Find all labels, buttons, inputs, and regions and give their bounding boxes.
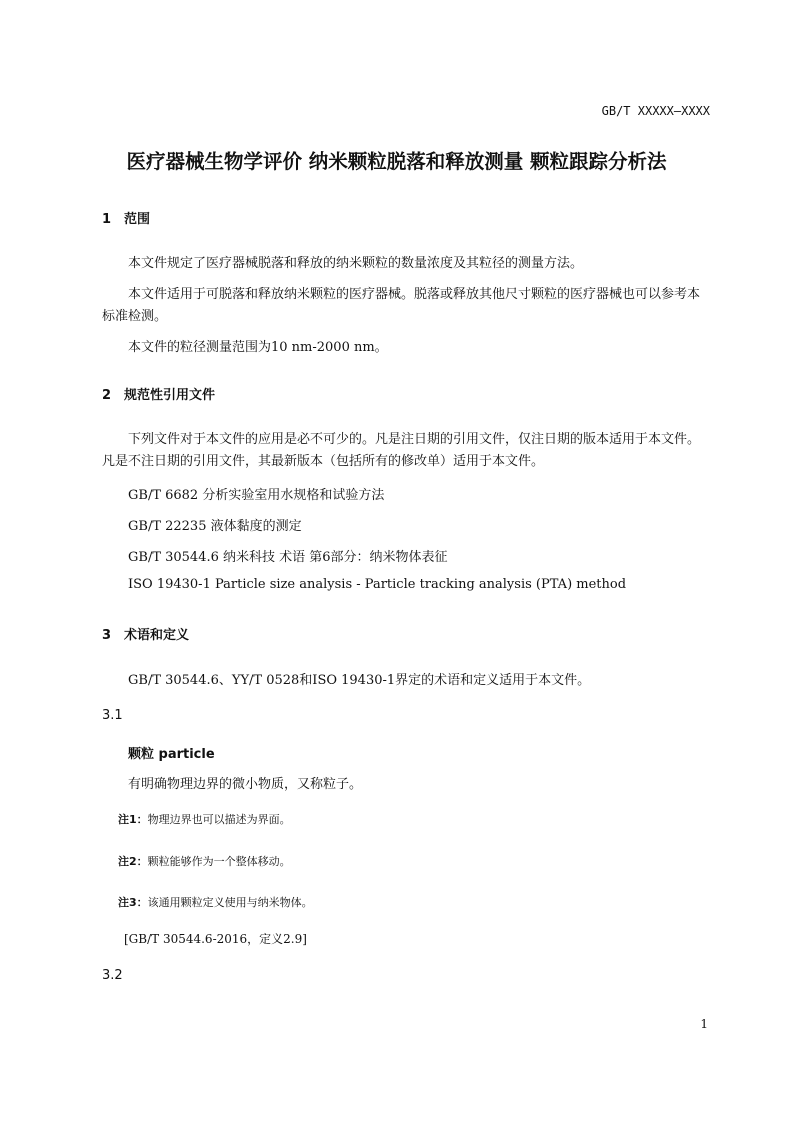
section-title: 规范性引用文件 [124,388,216,403]
section-3-heading [102,624,189,643]
section-number: 3 [102,628,112,643]
document-code: GB/T XXXXX—XXXX [601,104,710,118]
note-text: 物理边界也可以描述为界面。 [147,813,291,826]
section-2-heading [102,384,215,403]
paragraph: 下列文件对于本文件的应用是必不可少的。凡是注日期的引用文件，仅注日期的版本适用于本文件。凡是不注日期的引用文件，其最新版本（包括所有的修改单）适用于本文件。 [102,432,701,469]
paragraph: GB/T 30544.6、YY/T 0528和ISO 19430-1界定的术语和定义适用于本文件。 [128,673,591,688]
term-definition: 有明确物理边界的微小物质，又称粒子。 [128,777,363,792]
note-text: 颗粒能够作为一个整体移动。 [147,855,291,868]
paragraph: 本文件规定了医疗器械脱落和释放的纳米颗粒的数量浓度及其粒径的测量方法。 [128,256,584,271]
reference-item: GB/T 22235 液体黏度的测定 [128,519,302,534]
reference-item: GB/T 30544.6 纳米科技 术语 第6部分：纳米物体表征 [128,550,448,565]
section-1-heading [102,208,150,227]
section-title: 术语和定义 [124,628,190,643]
clause-number: 3.1 [102,708,123,723]
note-label: 注1： [118,813,148,826]
note-label: 注3： [118,896,148,909]
definition-source: [GB/T 30544.6-2016，定义2.9] [124,932,307,946]
section-number: 1 [102,212,112,227]
reference-item: ISO 19430-1 Particle size analysis - Particle tracking analysis (PTA) method [128,577,627,592]
term-entry: 颗粒 particle [128,747,215,762]
note-item [118,853,291,869]
paragraph: 本文件适用于可脱落和释放纳米颗粒的医疗器械。脱落或释放其他尺寸颗粒的医疗器械也可以参考本标准检测。 [102,287,701,324]
note-item [118,811,291,827]
section-title: 范围 [124,212,151,227]
reference-item: GB/T 6682 分析实验室用水规格和试验方法 [128,488,385,503]
note-item [118,894,313,910]
note-label: 注2： [118,855,148,868]
section-number: 2 [102,388,112,403]
document-title: 医疗器械生物学评价 纳米颗粒脱落和释放测量 颗粒跟踪分析法 [126,150,667,173]
paragraph: 本文件的粒径测量范围为10 nm-2000 nm。 [128,340,388,355]
clause-number: 3.2 [102,968,123,983]
note-text: 该通用颗粒定义使用与纳米物体。 [147,896,313,909]
page-number: 1 [700,1017,708,1031]
